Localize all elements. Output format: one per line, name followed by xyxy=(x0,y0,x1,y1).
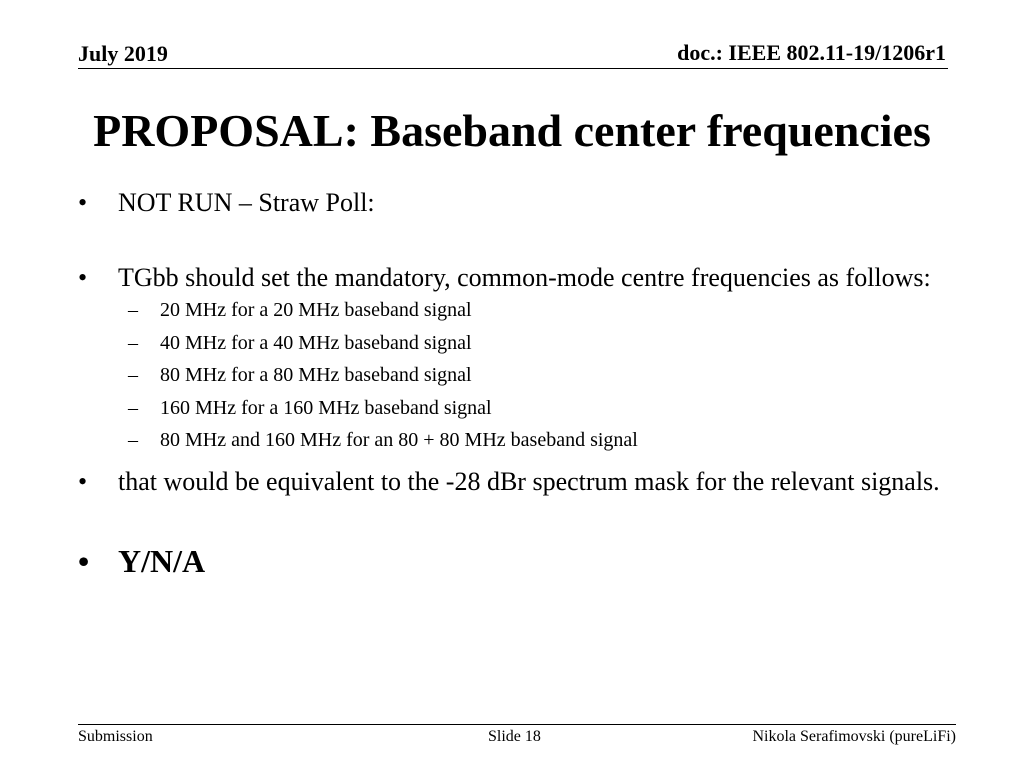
bullet-text: that would be equivalent to the -28 dBr spectrum mask for the relevant signals. xyxy=(118,466,940,496)
dash-icon: – xyxy=(128,299,138,321)
bullet-item-straw-poll xyxy=(78,186,948,219)
sub-bullet-text: 20 MHz for a 20 MHz baseband signal xyxy=(160,299,472,321)
footer-slide-number: Slide 18 xyxy=(488,728,541,745)
footer-divider xyxy=(78,724,956,725)
spacer xyxy=(78,457,948,465)
header-doc-id: doc.: IEEE 802.11-19/1206r1 xyxy=(677,40,946,65)
dash-icon: – xyxy=(128,396,138,419)
bullet-item-tgbb xyxy=(78,261,948,294)
sub-bullet-text: 80 MHz for a 80 MHz baseband signal xyxy=(160,364,472,386)
bullet-icon: • xyxy=(78,466,88,496)
dash-icon: – xyxy=(128,429,138,451)
bullet-item-yna xyxy=(78,542,948,580)
bullet-text: TGbb should set the mandatory, common-mode centre frequencies as follows: xyxy=(118,263,931,292)
footer-submission: Submission xyxy=(78,728,153,745)
sub-bullet-item xyxy=(78,359,948,392)
sub-bullet-item xyxy=(78,392,948,425)
dash-icon: – xyxy=(128,331,138,354)
dash-icon: – xyxy=(128,364,138,386)
sub-bullet-text: 80 MHz and 160 MHz for an 80 + 80 MHz baseband signal xyxy=(160,429,638,451)
spacer xyxy=(78,498,948,542)
spacer xyxy=(78,219,948,261)
bullet-text: Y/N/A xyxy=(118,542,206,579)
bullet-icon: • xyxy=(78,188,88,217)
sub-bullet-item xyxy=(78,327,948,360)
header-date: July 2019 xyxy=(78,41,168,66)
slide-body xyxy=(78,186,948,580)
slide-title: PROPOSAL: Baseband center frequencies xyxy=(93,105,931,156)
sub-bullet-text: 160 MHz for a 160 MHz baseband signal xyxy=(160,396,492,419)
header-divider xyxy=(78,68,948,69)
bullet-item-equivalent xyxy=(78,465,948,498)
footer-author: Nikola Serafimovski (pureLiFi) xyxy=(752,728,956,745)
bullet-icon: • xyxy=(78,263,88,292)
sub-bullet-text: 40 MHz for a 40 MHz baseband signal xyxy=(160,331,472,354)
sub-bullet-item xyxy=(78,294,948,327)
bullet-text: NOT RUN – Straw Poll: xyxy=(118,188,375,217)
sub-bullet-item xyxy=(78,424,948,457)
bullet-icon: • xyxy=(78,542,90,579)
